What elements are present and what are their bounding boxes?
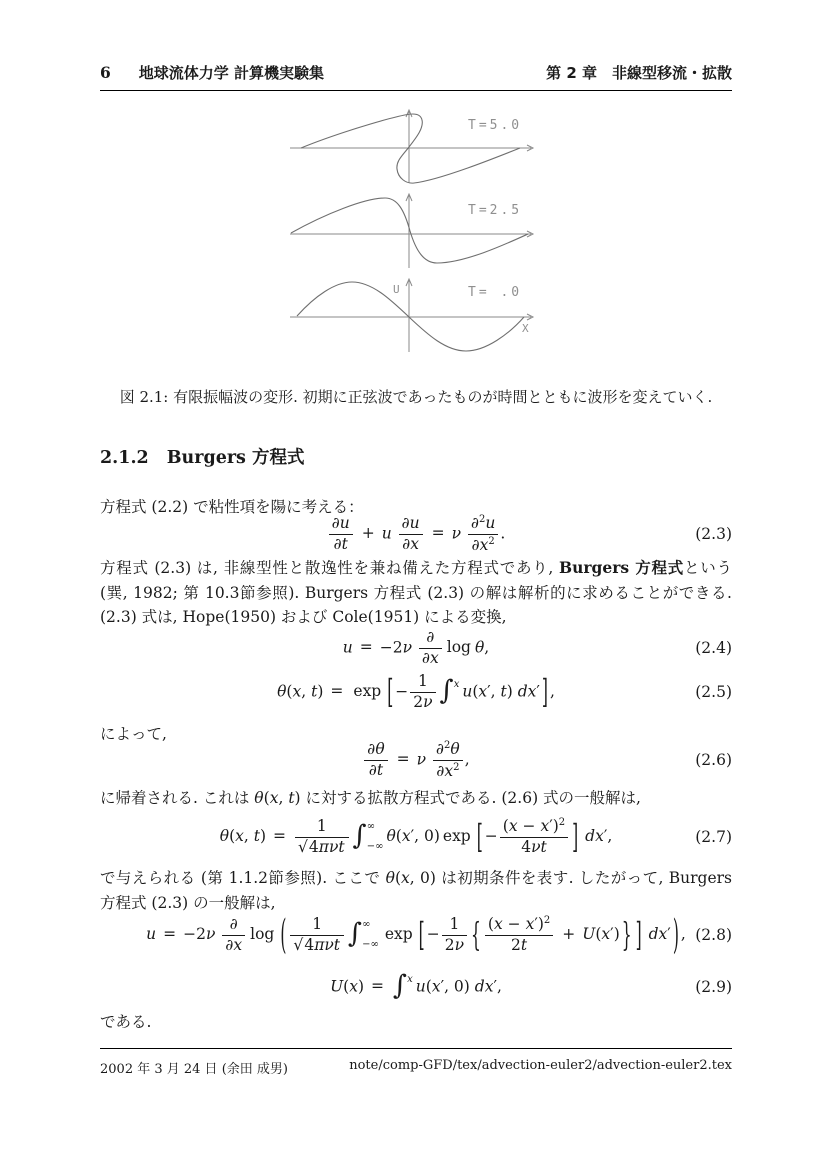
- running-title-right: 第 2 章 非線型移流・拡散: [546, 64, 732, 82]
- running-title-left: 地球流体力学 計算機実験集: [138, 64, 325, 82]
- equation-2-8: [100, 906, 732, 964]
- figure-wave-evolution: [280, 98, 550, 370]
- section-title: Burgers 方程式: [166, 448, 305, 468]
- section-number: 2.1.2: [100, 448, 149, 468]
- section-heading: [100, 444, 305, 469]
- equation-math: $\frac{\partial\theta}{\partial t}$ = ν $\frac{\partial^2\theta}{\partial x^2}$ ,: [362, 740, 469, 781]
- page-header: [100, 62, 732, 91]
- panel-label-t5: T=5.0: [468, 118, 523, 133]
- panel-t5: [290, 110, 533, 183]
- equation-2-7: [100, 810, 732, 864]
- page-footer: [100, 1048, 732, 1077]
- equation-number: (2.3): [695, 525, 732, 543]
- panel-label-t25: T=2.5: [468, 203, 523, 218]
- equation-math: θ(x, t) = 1 √4πνt ∫ ∞ −∞ θ(x′, 0) exp [ − $\frac{(x - x')^2}{4\nu t}$ ] dx′,: [219, 816, 613, 857]
- equation-math: θ(x, t) = exp [ − $\frac{1}{2\nu}$ ∫$^x$ u(x′, t) dx′ ] ,: [277, 671, 555, 711]
- paragraph: である.: [100, 1013, 152, 1031]
- equation-number: (2.5): [695, 683, 732, 701]
- paragraph: に帰着される. これは θ(x, t) に対する拡散方程式である. (2.6) 式の一般解は,: [100, 789, 641, 807]
- figure-caption: 図 2.1: 有限振幅波の変形. 初期に正弦波であったものが時間とともに波形を変えていく.: [119, 388, 713, 406]
- paragraph: 方程式 (2.2) で粘性項を陽に考える：: [100, 498, 364, 516]
- paragraph: で与えられる (第 1.1.2節参照). ここで θ(x, 0) は初期条件を表す. したがって, Burgers 方程式 (2.3) の一般解は,: [100, 869, 733, 912]
- equation-number: (2.7): [695, 828, 732, 846]
- x-axis-label: X: [522, 322, 529, 335]
- equation-math: U(x) = ∫$^x$ u(x′, 0) dx′,: [330, 969, 502, 1001]
- panel-t25: [290, 194, 533, 268]
- equation-math: u = −2ν ∂ ∂x log θ,: [342, 627, 490, 667]
- equation-2-3: [100, 510, 732, 558]
- panel-t0: [290, 279, 533, 352]
- equation-number: (2.4): [695, 639, 732, 657]
- paragraph: によって,: [100, 725, 167, 743]
- equation-2-6: [100, 736, 732, 784]
- equation-number: (2.9): [695, 978, 732, 996]
- panel-label-t0: T= .0: [468, 285, 523, 300]
- equation-number: (2.6): [695, 751, 732, 769]
- equation-math: $\frac{\partial u}{\partial t}$ + u $\frac{\partial u}{\partial x}$ = ν $\frac{\partial^2u}{\partial x^2}$ .: [327, 514, 506, 555]
- u-axis-label: U: [393, 283, 400, 296]
- paragraph: 方程式 (2.3) は, 非線型性と散逸性を兼ね備えた方程式であり, Burgers 方程式という (巽, 1982; 第 10.3節参照). Burgers 方程式 (2.3) の解は解析的に求めることができる. (2.3) 式は, Hope(1950) および Cole(1951) による変換,: [100, 558, 732, 626]
- footer-filepath: note/comp-GFD/tex/advection-euler2/advection-euler2.tex: [349, 1058, 732, 1073]
- footer-date: 2002 年 3 月 24 日 (余田 成男): [100, 1062, 288, 1077]
- equation-number: (2.8): [695, 926, 732, 944]
- page-number: 6: [100, 63, 111, 82]
- equation-2-5: [100, 666, 732, 718]
- equation-math: u = −2ν ∂ ∂x log ( 1 √4πνt ∫ ∞ −∞ exp [ − $\frac{1}{2\nu}$ { $\frac{(x - x')^2}{2t}$ + U(x′) } ] dx′ ) ,: [146, 911, 686, 959]
- equation-2-9: [100, 962, 732, 1012]
- equation-2-4: [100, 626, 732, 670]
